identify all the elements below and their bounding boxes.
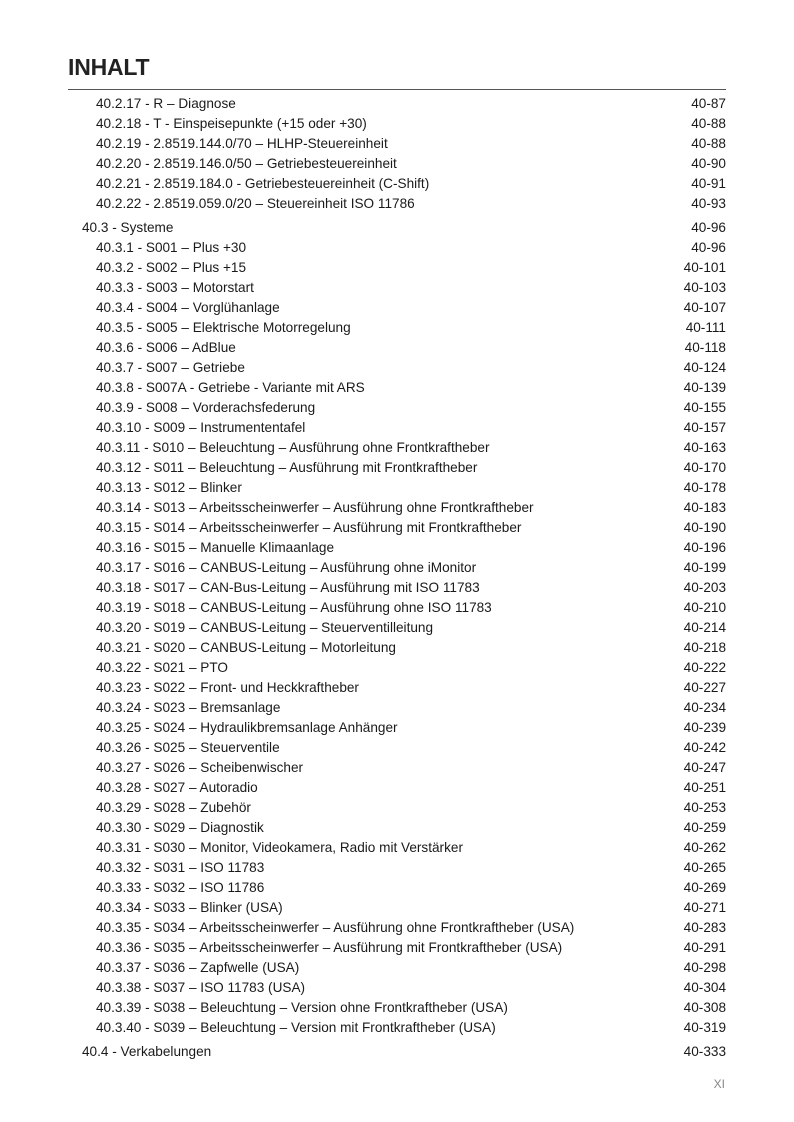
- toc-entry[interactable]: [0, 598, 794, 618]
- toc-entry-page: 40-210: [683, 600, 726, 615]
- toc-entry-page: 40-308: [683, 1000, 726, 1015]
- toc-entry-page: 40-118: [684, 340, 726, 355]
- page-number: XI: [713, 1077, 725, 1091]
- page-title: INHALT: [68, 54, 150, 80]
- toc-entry-title: 40.3.2 - S002 – Plus +15: [96, 260, 247, 275]
- toc-entry-page: 40-234: [683, 700, 726, 715]
- toc-entry-page: 40-157: [683, 420, 726, 435]
- toc-entry-page: 40-262: [683, 840, 726, 855]
- toc-entry-page: 40-227: [683, 680, 726, 695]
- toc-entry-title: 40.3.5 - S005 – Elektrische Motorregelung: [96, 320, 351, 335]
- toc-entry-page: 40-111: [685, 320, 726, 335]
- toc-entry-page: 40-222: [683, 660, 726, 675]
- toc-entry-title: 40.3.16 - S015 – Manuelle Klimaanlage: [96, 540, 335, 555]
- toc-entry[interactable]: [0, 978, 794, 998]
- toc-entry-title: 40.3.21 - S020 – CANBUS-Leitung – Motorleitung: [96, 640, 396, 655]
- toc-entry-title: 40.3.20 - S019 – CANBUS-Leitung – Steuerventilleitung: [96, 620, 434, 635]
- toc-entry-title: 40.2.18 - T - Einspeisepunkte (+15 oder +30): [96, 116, 367, 131]
- toc-section-entry[interactable]: [0, 1042, 794, 1062]
- toc-entry[interactable]: [0, 578, 794, 598]
- toc-entry-page: 40-239: [683, 720, 726, 735]
- toc-entry-title: 40.3 - Systeme: [82, 220, 174, 235]
- title-divider: [68, 89, 726, 90]
- toc-entry[interactable]: [0, 174, 794, 194]
- toc-entry-page: 40-199: [683, 560, 726, 575]
- toc-entry-page: 40-196: [683, 540, 726, 555]
- toc-entry-page: 40-218: [683, 640, 726, 655]
- toc-entry-title: 40.3.9 - S008 – Vorderachsfederung: [96, 400, 316, 415]
- table-of-contents: [0, 94, 794, 1062]
- toc-entry-page: 40-319: [683, 1020, 726, 1035]
- toc-entry[interactable]: [0, 458, 794, 478]
- toc-entry[interactable]: [0, 398, 794, 418]
- toc-entry-title: 40.4 - Verkabelungen: [82, 1044, 212, 1059]
- toc-entry-page: 40-265: [683, 860, 726, 875]
- toc-entry[interactable]: [0, 918, 794, 938]
- toc-entry[interactable]: [0, 898, 794, 918]
- toc-entry-title: 40.3.8 - S007A - Getriebe - Variante mit ARS: [96, 380, 365, 395]
- toc-entry-page: 40-259: [683, 820, 726, 835]
- toc-entry[interactable]: [0, 538, 794, 558]
- toc-entry-page: 40-96: [691, 240, 726, 255]
- toc-section-entry[interactable]: [0, 218, 794, 238]
- toc-entry-title: 40.3.33 - S032 – ISO 11786: [96, 880, 265, 895]
- toc-entry-title: 40.3.37 - S036 – Zapfwelle (USA): [96, 960, 300, 975]
- toc-entry[interactable]: [0, 358, 794, 378]
- toc-entry-page: 40-124: [683, 360, 726, 375]
- toc-entry[interactable]: [0, 718, 794, 738]
- toc-entry-page: 40-298: [683, 960, 726, 975]
- toc-entry-page: 40-170: [683, 460, 726, 475]
- toc-entry-page: 40-333: [683, 1044, 726, 1059]
- toc-entry-page: 40-291: [683, 940, 726, 955]
- toc-entry[interactable]: [0, 258, 794, 278]
- toc-entry-page: 40-253: [683, 800, 726, 815]
- toc-entry[interactable]: [0, 738, 794, 758]
- toc-entry[interactable]: [0, 758, 794, 778]
- toc-entry-title: 40.3.38 - S037 – ISO 11783 (USA): [96, 980, 306, 995]
- toc-entry[interactable]: [0, 318, 794, 338]
- toc-entry-page: 40-178: [683, 480, 726, 495]
- toc-entry[interactable]: [0, 558, 794, 578]
- toc-entry-title: 40.3.34 - S033 – Blinker (USA): [96, 900, 283, 915]
- toc-entry-title: 40.3.26 - S025 – Steuerventile: [96, 740, 280, 755]
- toc-entry-title: 40.3.12 - S011 – Beleuchtung – Ausführung mit Frontkraftheber: [96, 460, 478, 475]
- toc-entry[interactable]: [0, 298, 794, 318]
- toc-entry-title: 40.3.39 - S038 – Beleuchtung – Version ohne Frontkraftheber (USA): [96, 1000, 508, 1015]
- toc-entry[interactable]: [0, 114, 794, 134]
- toc-entry[interactable]: [0, 678, 794, 698]
- toc-entry[interactable]: [0, 818, 794, 838]
- toc-entry-page: 40-101: [683, 260, 726, 275]
- toc-entry-title: 40.2.20 - 2.8519.146.0/50 – Getriebesteuereinheit: [96, 156, 397, 171]
- toc-entry[interactable]: [0, 438, 794, 458]
- toc-entry-title: 40.3.40 - S039 – Beleuchtung – Version mit Frontkraftheber (USA): [96, 1020, 496, 1035]
- toc-entry-title: 40.3.17 - S016 – CANBUS-Leitung – Ausführung ohne iMonitor: [96, 560, 477, 575]
- toc-entry-page: 40-103: [683, 280, 726, 295]
- toc-entry-title: 40.3.27 - S026 – Scheibenwischer: [96, 760, 304, 775]
- toc-entry[interactable]: [0, 338, 794, 358]
- toc-entry-title: 40.3.18 - S017 – CAN-Bus-Leitung – Ausführung mit ISO 11783: [96, 580, 480, 595]
- toc-entry-page: 40-87: [691, 96, 726, 111]
- toc-entry-page: 40-90: [691, 156, 726, 171]
- toc-entry-title: 40.3.3 - S003 – Motorstart: [96, 280, 254, 295]
- toc-entry-title: 40.3.1 - S001 – Plus +30: [96, 240, 247, 255]
- toc-entry-page: 40-203: [683, 580, 726, 595]
- toc-entry-title: 40.3.31 - S030 – Monitor, Videokamera, Radio mit Verstärker: [96, 840, 463, 855]
- toc-entry[interactable]: [0, 498, 794, 518]
- toc-entry-title: 40.3.10 - S009 – Instrumententafel: [96, 420, 306, 435]
- toc-entry-title: 40.3.4 - S004 – Vorglühanlage: [96, 300, 280, 315]
- toc-entry-title: 40.3.22 - S021 – PTO: [96, 660, 228, 675]
- toc-entry[interactable]: [0, 998, 794, 1018]
- toc-entry-page: 40-96: [691, 220, 726, 235]
- toc-entry[interactable]: [0, 278, 794, 298]
- toc-entry[interactable]: [0, 838, 794, 858]
- toc-entry-title: 40.3.14 - S013 – Arbeitsscheinwerfer – Ausführung ohne Frontkraftheber: [96, 500, 534, 515]
- toc-entry[interactable]: [0, 238, 794, 258]
- toc-entry[interactable]: [0, 154, 794, 174]
- toc-entry-title: 40.2.22 - 2.8519.059.0/20 – Steuereinheit ISO 11786: [96, 196, 415, 211]
- toc-entry[interactable]: [0, 778, 794, 798]
- toc-entry-title: 40.3.35 - S034 – Arbeitsscheinwerfer – Ausführung ohne Frontkraftheber (USA): [96, 920, 575, 935]
- toc-entry[interactable]: [0, 378, 794, 398]
- toc-entry[interactable]: [0, 418, 794, 438]
- toc-entry[interactable]: [0, 798, 794, 818]
- toc-entry-page: 40-304: [683, 980, 726, 995]
- toc-entry-title: 40.3.19 - S018 – CANBUS-Leitung – Ausführung ohne ISO 11783: [96, 600, 492, 615]
- toc-entry[interactable]: [0, 194, 794, 214]
- toc-entry[interactable]: [0, 518, 794, 538]
- toc-entry-page: 40-183: [683, 500, 726, 515]
- toc-entry-page: 40-139: [683, 380, 726, 395]
- toc-entry-title: 40.3.7 - S007 – Getriebe: [96, 360, 245, 375]
- toc-entry-page: 40-251: [683, 780, 726, 795]
- toc-entry-page: 40-247: [683, 760, 726, 775]
- toc-entry-title: 40.3.11 - S010 – Beleuchtung – Ausführung ohne Frontkraftheber: [96, 440, 490, 455]
- toc-entry-title: 40.3.32 - S031 – ISO 11783: [96, 860, 265, 875]
- toc-entry-page: 40-163: [683, 440, 726, 455]
- toc-entry-title: 40.3.36 - S035 – Arbeitsscheinwerfer – Ausführung mit Frontkraftheber (USA): [96, 940, 563, 955]
- toc-entry-title: 40.3.29 - S028 – Zubehör: [96, 800, 251, 815]
- toc-entry-page: 40-93: [691, 196, 726, 211]
- toc-entry-page: 40-91: [691, 176, 726, 191]
- toc-entry[interactable]: [0, 878, 794, 898]
- toc-entry-page: 40-283: [683, 920, 726, 935]
- toc-entry-title: 40.3.6 - S006 – AdBlue: [96, 340, 236, 355]
- toc-entry[interactable]: [0, 134, 794, 154]
- toc-entry[interactable]: [0, 858, 794, 878]
- toc-entry[interactable]: [0, 618, 794, 638]
- toc-entry-page: 40-107: [683, 300, 726, 315]
- toc-entry-page: 40-88: [691, 136, 726, 151]
- toc-entry-title: 40.3.28 - S027 – Autoradio: [96, 780, 258, 795]
- toc-entry-title: 40.3.24 - S023 – Bremsanlage: [96, 700, 281, 715]
- toc-entry-title: 40.2.17 - R – Diagnose: [96, 96, 236, 111]
- toc-entry-page: 40-269: [683, 880, 726, 895]
- toc-entry-title: 40.3.13 - S012 – Blinker: [96, 480, 242, 495]
- toc-entry-page: 40-155: [683, 400, 726, 415]
- toc-entry[interactable]: [0, 938, 794, 958]
- toc-entry-title: 40.2.21 - 2.8519.184.0 - Getriebesteuereinheit (C-Shift): [96, 176, 430, 191]
- toc-entry-title: 40.3.25 - S024 – Hydraulikbremsanlage Anhänger: [96, 720, 398, 735]
- toc-entry-page: 40-242: [683, 740, 726, 755]
- toc-entry-title: 40.3.15 - S014 – Arbeitsscheinwerfer – Ausführung mit Frontkraftheber: [96, 520, 522, 535]
- toc-entry[interactable]: [0, 94, 794, 114]
- toc-entry[interactable]: [0, 958, 794, 978]
- toc-entry-title: 40.2.19 - 2.8519.144.0/70 – HLHP-Steuereinheit: [96, 136, 388, 151]
- toc-entry-page: 40-190: [683, 520, 726, 535]
- toc-entry-page: 40-88: [691, 116, 726, 131]
- toc-entry[interactable]: [0, 658, 794, 678]
- toc-entry[interactable]: [0, 478, 794, 498]
- toc-entry[interactable]: [0, 638, 794, 658]
- toc-entry-page: 40-214: [683, 620, 726, 635]
- toc-entry-page: 40-271: [683, 900, 726, 915]
- toc-entry[interactable]: [0, 698, 794, 718]
- toc-entry-title: 40.3.23 - S022 – Front- und Heckkraftheber: [96, 680, 359, 695]
- toc-entry-title: 40.3.30 - S029 – Diagnostik: [96, 820, 264, 835]
- toc-entry[interactable]: [0, 1018, 794, 1038]
